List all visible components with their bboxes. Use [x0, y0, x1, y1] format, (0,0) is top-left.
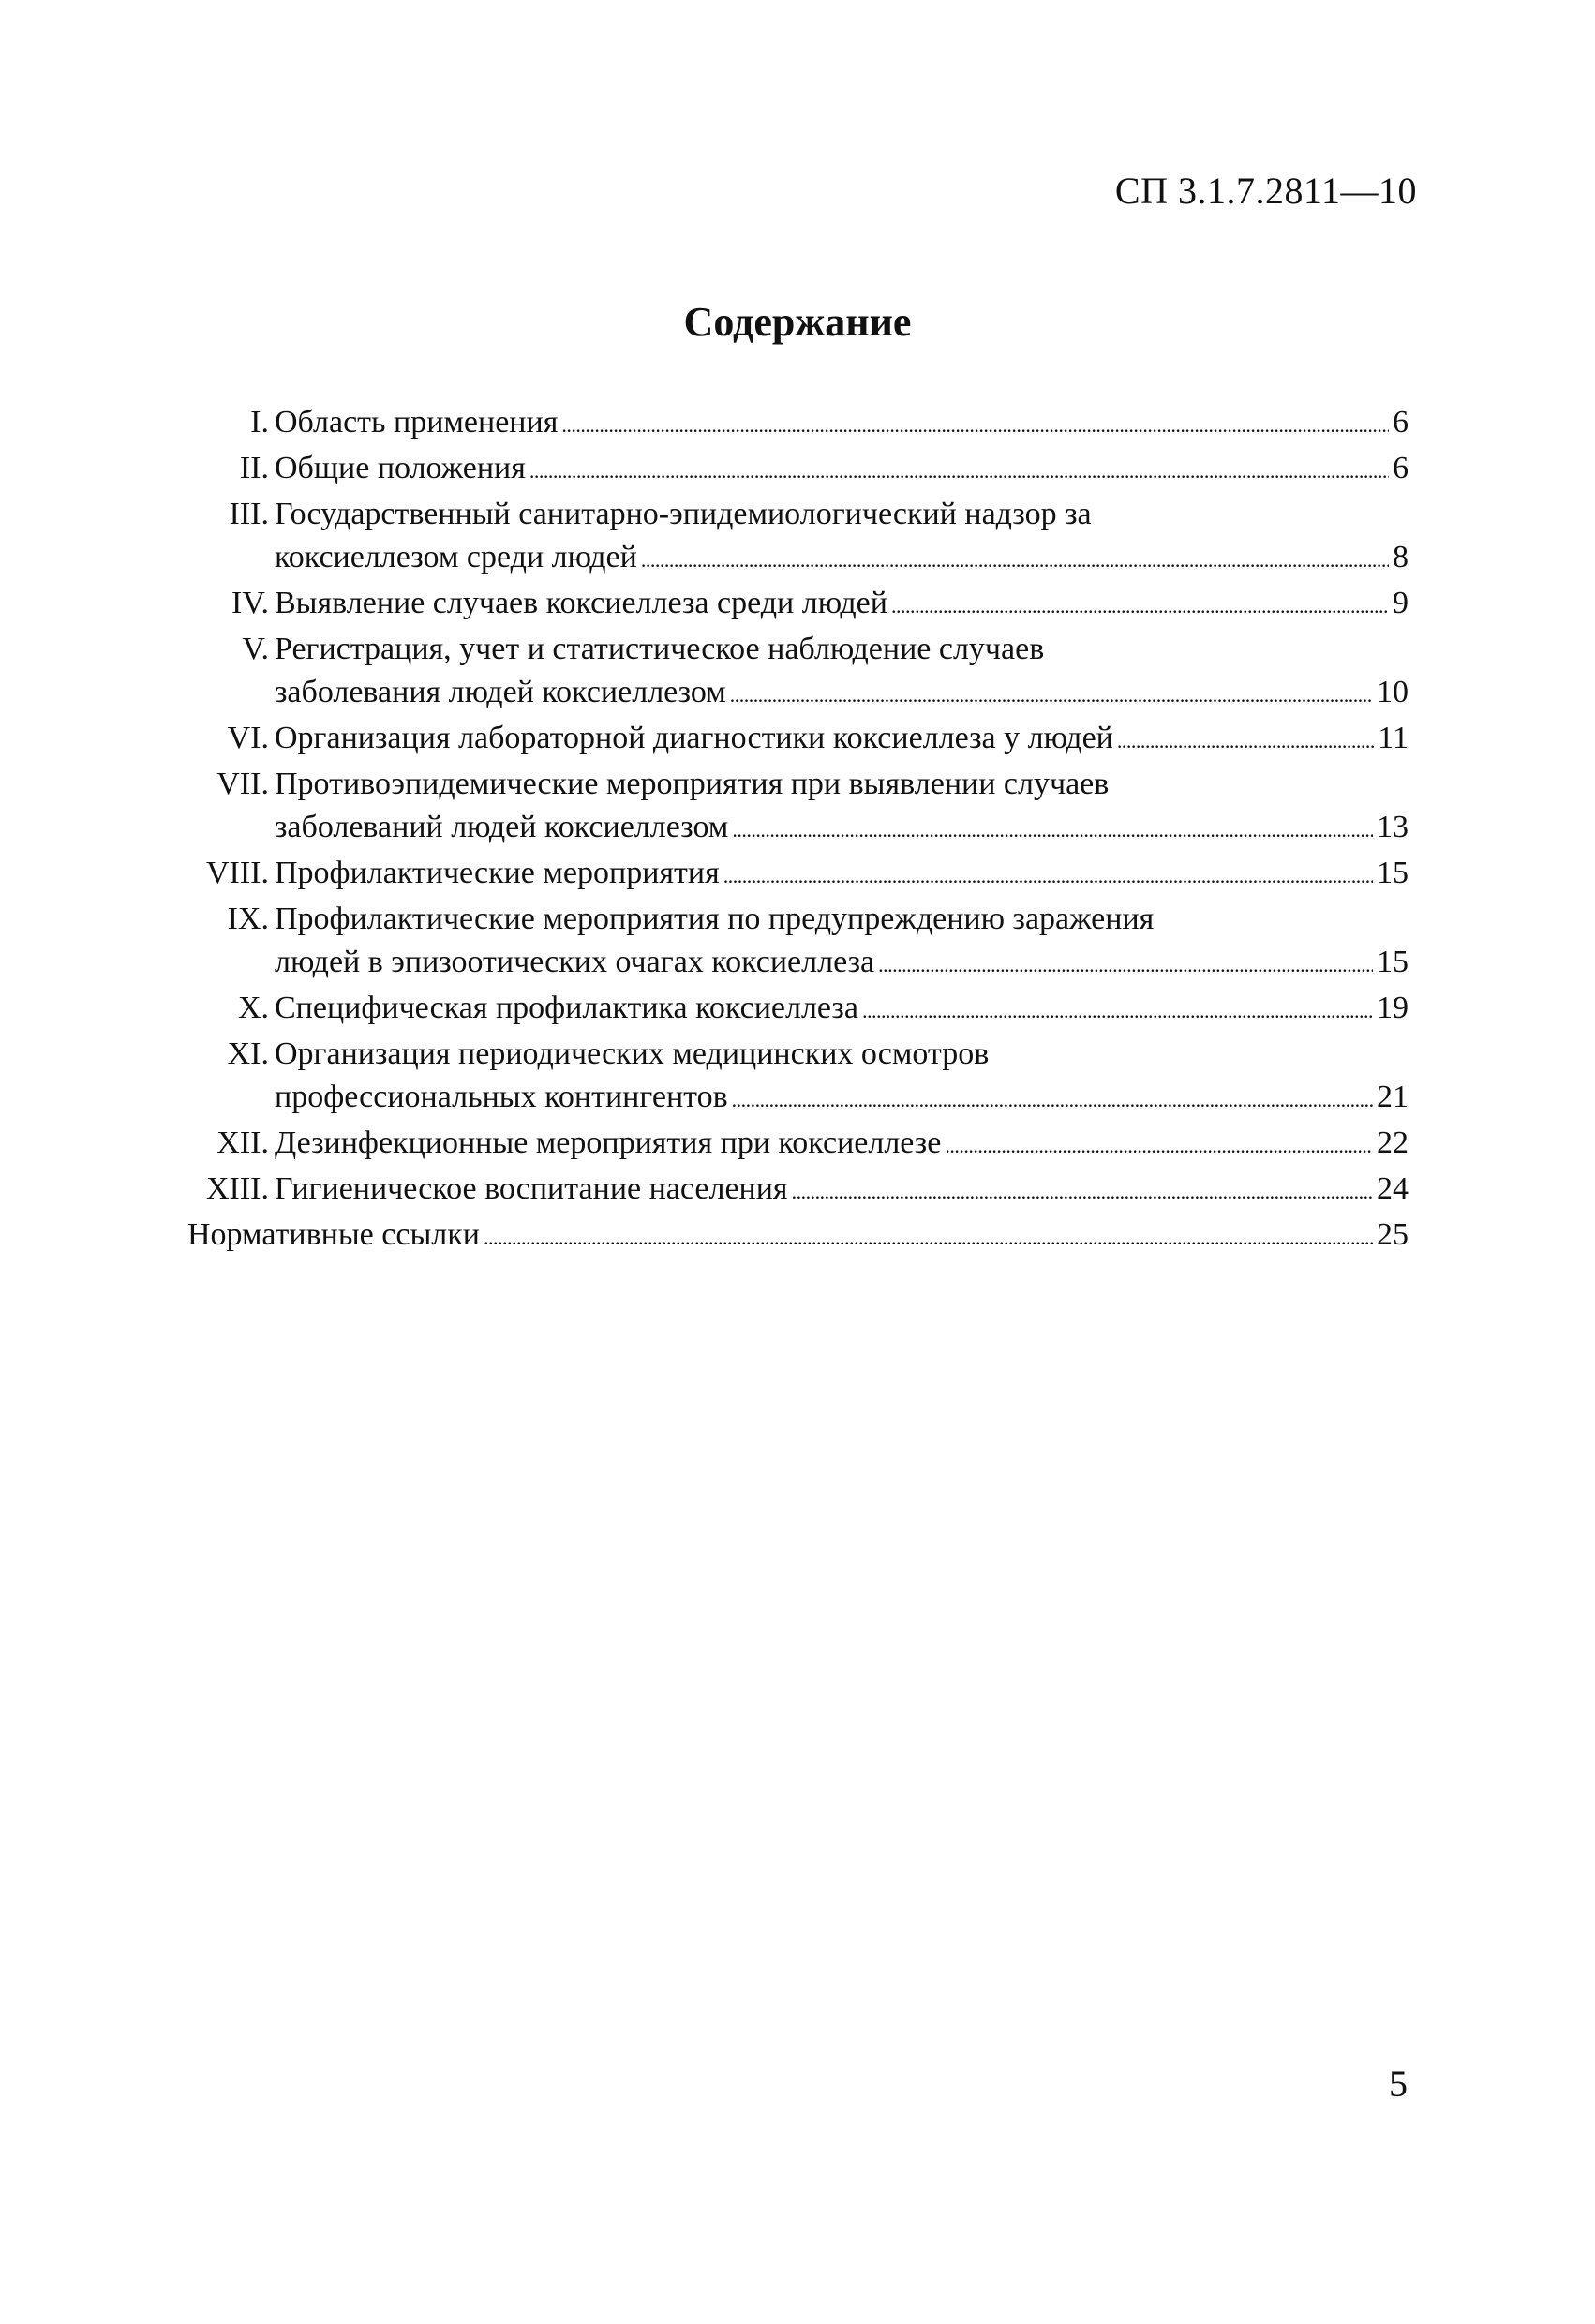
toc-entry[interactable] — [187, 1122, 1409, 1168]
dot-leader — [723, 852, 1373, 898]
toc-entry-title: заболеваний людей коксиеллезом — [275, 810, 729, 844]
toc-entry-references[interactable] — [187, 1214, 1409, 1259]
toc-entry[interactable] — [187, 898, 1409, 987]
toc-entry-title: коксиеллезом среди людей — [275, 540, 637, 574]
toc-entry-page: 25 — [1377, 1217, 1409, 1252]
toc-entry[interactable] — [187, 1168, 1409, 1214]
dot-leader — [1117, 717, 1374, 763]
toc-entry[interactable] — [187, 763, 1409, 852]
toc-entry-page: 6 — [1393, 405, 1409, 439]
page-number: 5 — [1389, 2063, 1408, 2105]
toc-entry-title: заболевания людей коксиеллезом — [275, 675, 726, 709]
toc-entry-number: II. — [239, 451, 269, 485]
toc-entry[interactable] — [187, 401, 1409, 447]
toc-entry[interactable] — [187, 717, 1409, 763]
dot-leader — [730, 671, 1373, 717]
toc-entry-title: Организация лабораторной диагностики коксиеллеза у людей — [275, 721, 1113, 755]
toc-entry-page: 10 — [1377, 675, 1409, 709]
dot-leader — [945, 1122, 1373, 1168]
toc-entry-page: 13 — [1377, 810, 1409, 844]
dot-leader — [484, 1214, 1373, 1259]
dot-leader — [641, 536, 1389, 582]
toc-entry-number: IX. — [227, 901, 269, 936]
toc-entry-title: Организация периодических медицинских осмотров — [275, 1036, 990, 1071]
toc-entry-page: 8 — [1393, 540, 1409, 574]
toc-entry-number: XI. — [227, 1036, 269, 1071]
toc-entry-number: V. — [242, 632, 269, 666]
dot-leader — [891, 582, 1389, 628]
toc-entry[interactable] — [187, 628, 1409, 717]
toc-entry-number: IV. — [231, 586, 269, 620]
toc-entry-number: VII. — [216, 767, 269, 801]
toc-entry-title: людей в эпизоотических очагах коксиеллеза — [275, 945, 875, 979]
toc-entry-title: Выявление случаев коксиеллеза среди людей — [275, 586, 887, 620]
dot-leader — [862, 987, 1373, 1033]
toc-entry-number: I. — [250, 405, 269, 439]
toc-entry-title: Область применения — [275, 405, 559, 439]
toc-entry-page: 24 — [1377, 1171, 1409, 1206]
toc-entry[interactable] — [187, 582, 1409, 628]
toc-entry-page: 11 — [1378, 721, 1409, 755]
toc-entry[interactable] — [187, 447, 1409, 493]
toc-entry-page: 15 — [1377, 856, 1409, 890]
dot-leader — [878, 941, 1373, 987]
toc-entry-number: VI. — [227, 721, 269, 755]
toc-entry-page: 21 — [1377, 1080, 1409, 1114]
toc-entry-title: Нормативные ссылки — [187, 1217, 480, 1252]
page-title: Содержание — [683, 299, 912, 345]
dot-leader — [792, 1168, 1373, 1214]
toc-entry-page: 15 — [1377, 945, 1409, 979]
toc-entry-title: Профилактические мероприятия — [275, 856, 720, 890]
dot-leader — [732, 806, 1373, 852]
toc-entry-title: Профилактические мероприятия по предупреждению заражения — [275, 901, 1155, 936]
table-of-contents — [187, 401, 1409, 1259]
dot-leader — [529, 447, 1389, 493]
toc-entry-title: Специфическая профилактика коксиеллеза — [275, 991, 858, 1025]
toc-entry-title: Дезинфекционные мероприятия при коксиеллезе — [275, 1125, 942, 1160]
toc-entry-number: X. — [237, 991, 269, 1025]
toc-entry-number: VIII. — [205, 856, 269, 890]
toc-entry-title: Государственный санитарно-эпидемиологический надзор за — [275, 497, 1092, 531]
dot-leader — [561, 401, 1389, 447]
toc-entry[interactable] — [187, 493, 1409, 582]
document-code: СП 3.1.7.2811—10 — [1114, 170, 1417, 212]
dot-leader — [732, 1076, 1373, 1122]
toc-entry-title: Регистрация, учет и статистическое наблюдение случаев — [275, 632, 1045, 666]
toc-entry-page: 19 — [1377, 991, 1409, 1025]
toc-entry[interactable] — [187, 1033, 1409, 1122]
toc-entry-page: 22 — [1377, 1125, 1409, 1160]
toc-entry-title: Общие положения — [275, 451, 526, 485]
toc-entry[interactable] — [187, 987, 1409, 1033]
toc-entry-page: 6 — [1393, 451, 1409, 485]
toc-entry-title: профессиональных контингентов — [275, 1080, 728, 1114]
toc-entry-title: Гигиеническое воспитание населения — [275, 1171, 788, 1206]
toc-entry-number: XIII. — [205, 1171, 269, 1206]
toc-entry-number: III. — [229, 497, 269, 531]
toc-entry[interactable] — [187, 852, 1409, 898]
toc-entry-number: XII. — [216, 1125, 269, 1160]
toc-entry-title: Противоэпидемические мероприятия при выявлении случаев — [275, 767, 1110, 801]
toc-entry-page: 9 — [1393, 586, 1409, 620]
